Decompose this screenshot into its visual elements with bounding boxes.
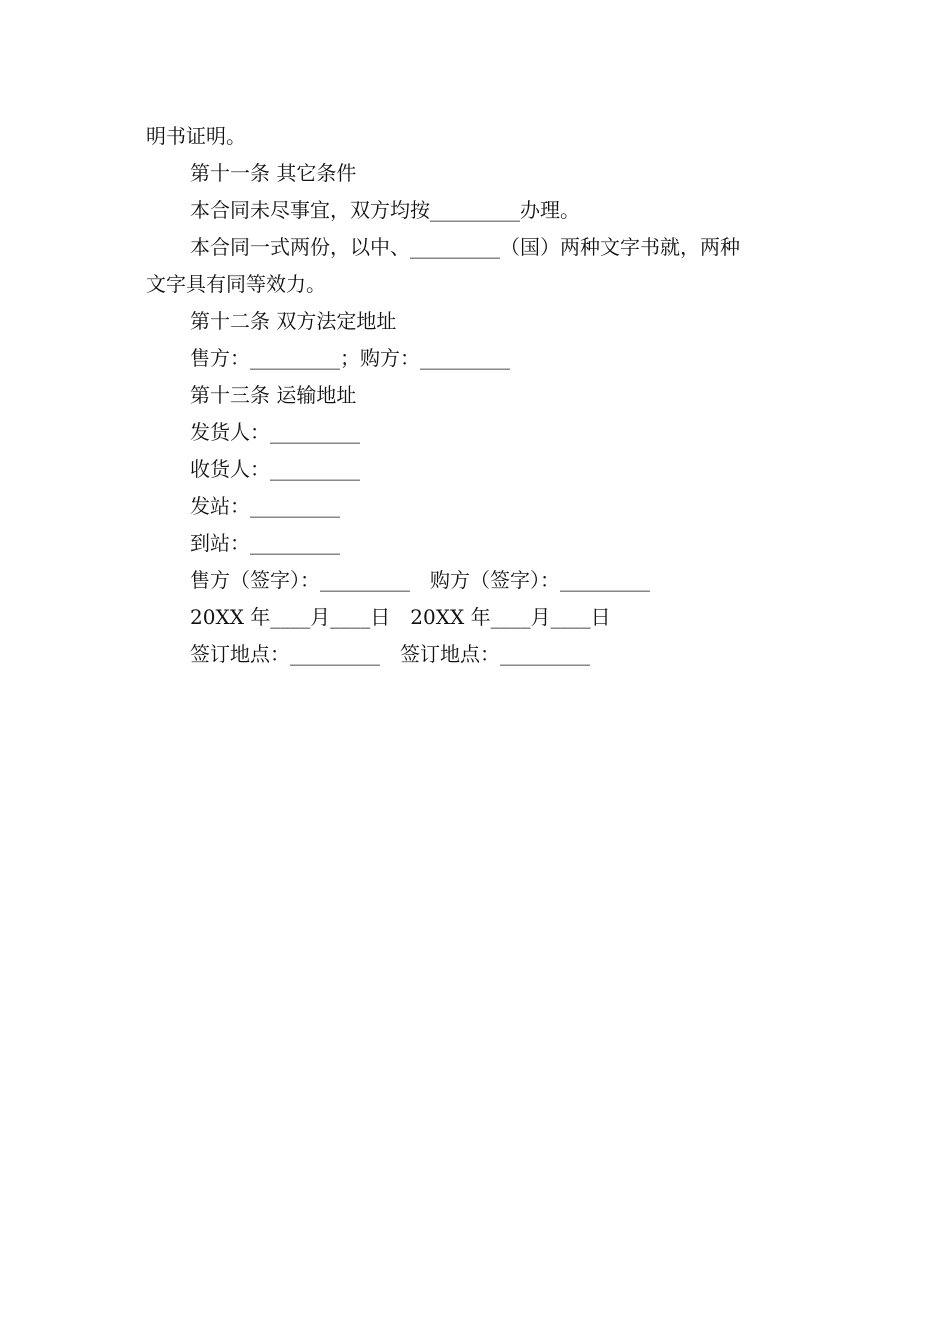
contract-text xyxy=(146,118,816,673)
shipper-line: 发货人：_________ xyxy=(190,420,360,444)
legal-address-line: 售方：_________；购方：_________ xyxy=(190,346,510,370)
article-12-heading: 第十二条 双方法定地址 xyxy=(190,309,397,333)
article-11-clause-1: 本合同未尽事宜，双方均按_________办理。 xyxy=(190,198,580,222)
date-line: 20XX 年____月____日 20XX 年____月____日 xyxy=(190,605,611,629)
departure-station-line: 发站：_________ xyxy=(190,494,340,518)
article-11-clause-2: 本合同一式两份，以中、_________（国）两种文字书就，两种 xyxy=(190,235,740,259)
article-11-heading: 第十一条 其它条件 xyxy=(190,161,357,185)
signature-line: 售方（签字）：_________ 购方（签字）：_________ xyxy=(190,568,650,592)
continued-line: 明书证明。 xyxy=(146,124,246,148)
article-11-clause-2-continued: 文字具有同等效力。 xyxy=(146,272,326,296)
consignee-line: 收货人：_________ xyxy=(190,457,360,481)
article-13-heading: 第十三条 运输地址 xyxy=(190,383,357,407)
signing-place-line: 签订地点：_________ 签订地点：_________ xyxy=(190,642,590,666)
arrival-station-line: 到站：_________ xyxy=(190,531,340,555)
